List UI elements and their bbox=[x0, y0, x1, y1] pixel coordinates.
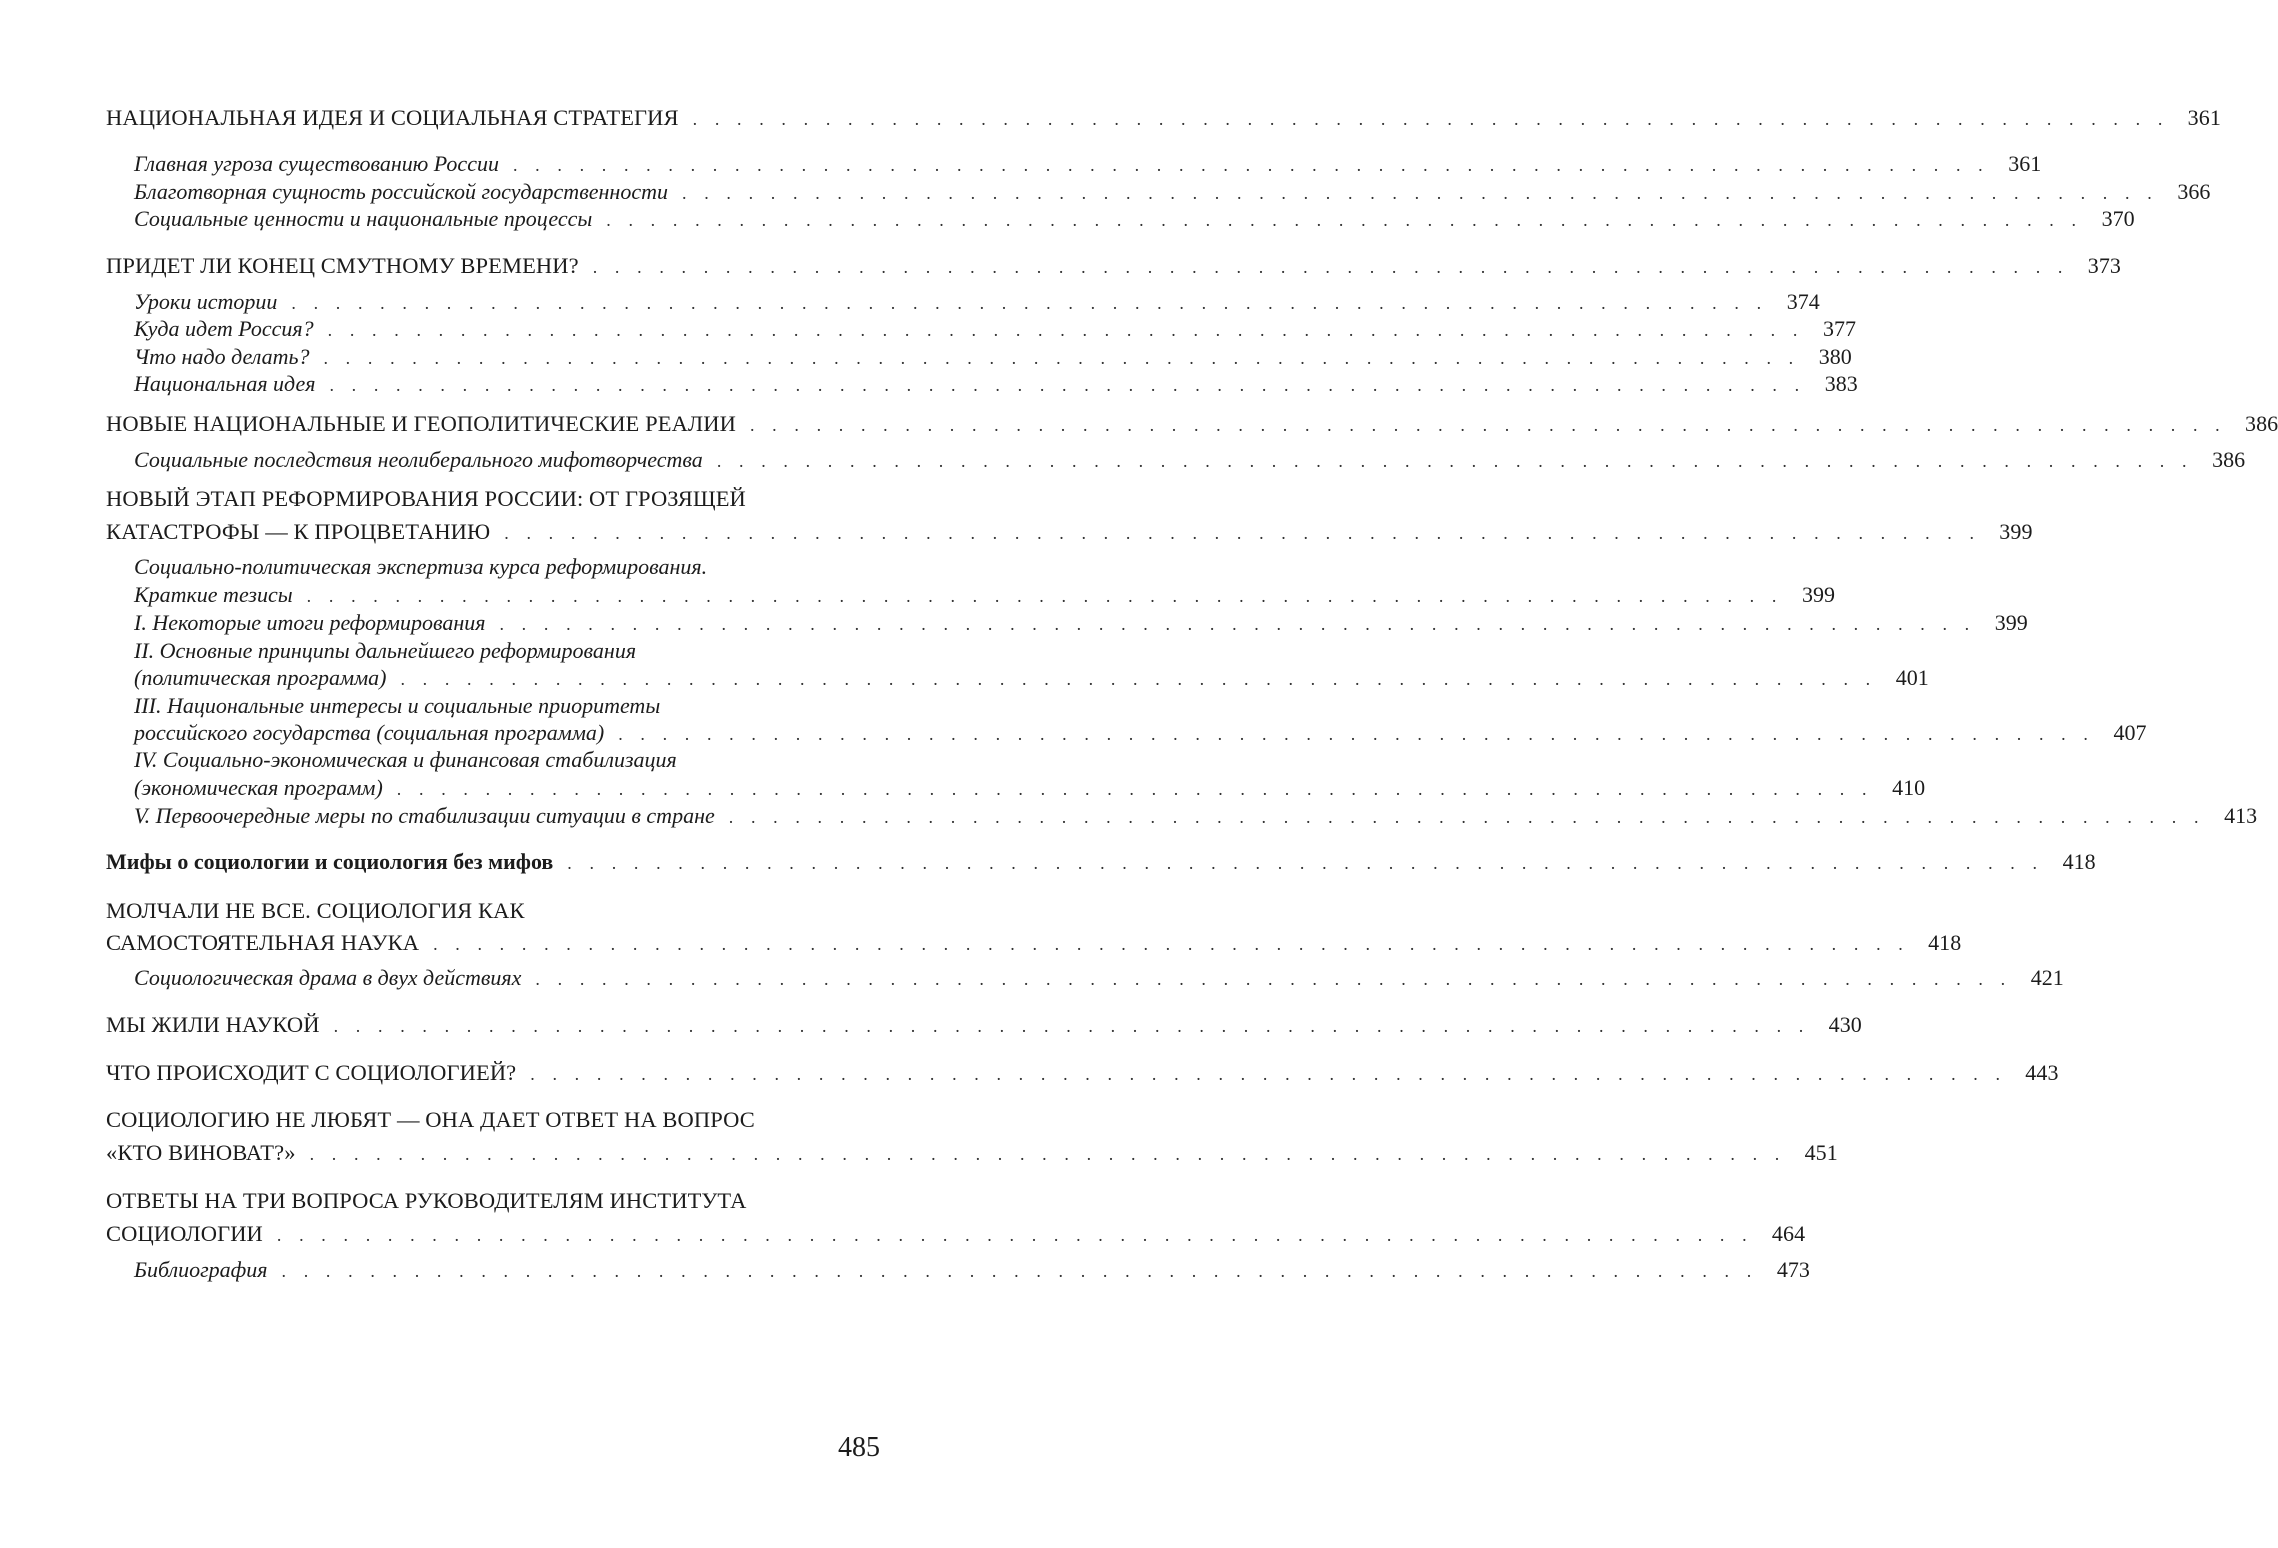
toc-entry[interactable] bbox=[106, 848, 2096, 876]
dot-leader: . . . . . . . . . . . . . . . . . . . . . . . . . . . . . . . . . . . . . . . . . . . . . . . . . . . . . . . . . . . . . . . . . . . bbox=[530, 1064, 2007, 1084]
toc-entry-title: ПРИДЕТ ЛИ КОНЕЦ СМУТНОМУ ВРЕМЕНИ? bbox=[106, 253, 579, 278]
toc-entry-title: Что надо делать? bbox=[134, 344, 310, 369]
dot-leader: . . . . . . . . . . . . . . . . . . . . . . . . . . . . . . . . . . . . . . . . . . . . . . . . . . . . . . . . . . . . . . . . . . . bbox=[276, 1225, 1754, 1245]
toc-entry-title: НОВЫЕ НАЦИОНАЛЬНЫЕ И ГЕОПОЛИТИЧЕСКИЕ РЕАЛИИ bbox=[106, 411, 736, 436]
toc-entry[interactable] bbox=[106, 1059, 2059, 1087]
dot-leader: . . . . . . . . . . . . . . . . . . . . . . . . . . . . . . . . . . . . . . . . . . . . . . . . . . . . . . . . . . . . . . . . . . . bbox=[309, 1144, 1786, 1164]
toc-entry-page: 430 bbox=[1828, 1012, 1862, 1037]
toc-entry-page: 399 bbox=[1801, 582, 1835, 607]
dot-leader: . . . . . . . . . . . . . . . . . . . . . . . . . . . . . . . . . . . . . . . . . . . . . . . . . . . . . . . . . . . . . . . . . . . bbox=[592, 257, 2070, 277]
toc-entry-title: II. Основные принципы дальнейшего реформирования bbox=[134, 638, 637, 663]
dot-leader: . . . . . . . . . . . . . . . . . . . . . . . . . . . . . . . . . . . . . . . . . . . . . . . . . . . . . . . . . . . . . . . . . . . bbox=[567, 853, 2044, 873]
toc-entry[interactable] bbox=[106, 1139, 1838, 1167]
toc-entry-page: 407 bbox=[2113, 720, 2147, 745]
dot-leader: . . . . . . . . . . . . . . . . . . . . . . . . . . . . . . . . . . . . . . . . . . . . . . . . . . . . . . . . . . . . . . . . . . . bbox=[606, 210, 2083, 230]
toc-entry[interactable] bbox=[106, 1011, 1862, 1039]
toc-entry-title: Социальные последствия неолиберального мифотворчества bbox=[134, 447, 703, 472]
toc-entry-page: 380 bbox=[1818, 344, 1852, 369]
toc-entry-title: «КТО ВИНОВАТ?» bbox=[106, 1140, 296, 1165]
toc-entry-page: 399 bbox=[1999, 519, 2033, 544]
toc-entry-page: 373 bbox=[2087, 253, 2122, 278]
toc-entry-title: IV. Социально-экономическая и финансовая стабилизация bbox=[134, 747, 677, 772]
toc-entry[interactable] bbox=[134, 746, 882, 774]
toc-entry[interactable] bbox=[134, 1256, 1810, 1284]
toc-entry-title: I. Некоторые итоги реформирования bbox=[134, 610, 486, 635]
toc-entry[interactable] bbox=[134, 315, 1856, 343]
toc-entry-title: (политическая программа) bbox=[134, 665, 387, 690]
toc-entry-title: Социально-политическая экспертиза курса реформирования. bbox=[134, 554, 708, 579]
toc-entry-title: III. Национальные интересы и социальные приоритеты bbox=[134, 693, 661, 718]
dot-leader: . . . . . . . . . . . . . . . . . . . . . . . . . . . . . . . . . . . . . . . . . . . . . . . . . . . . . . . . . . . . . . . . . . . bbox=[535, 969, 2012, 989]
toc-entry[interactable] bbox=[106, 897, 882, 925]
toc-entry-title: СОЦИОЛОГИЮ НЕ ЛЮБЯТ — ОНА ДАЕТ ОТВЕТ НА ВОПРОС bbox=[106, 1107, 755, 1132]
dot-leader: . . . . . . . . . . . . . . . . . . . . . . . . . . . . . . . . . . . . . . . . . . . . . . . . . . . . . . . . . . . . . . . . . . . bbox=[396, 779, 1874, 799]
toc-entry[interactable] bbox=[134, 343, 1852, 371]
toc-entry-title: Социологическая драма в двух действиях bbox=[134, 965, 522, 990]
page-number: 485 bbox=[838, 1432, 880, 1463]
toc-entry-title: МОЛЧАЛИ НЕ ВСЕ. СОЦИОЛОГИЯ КАК bbox=[106, 898, 525, 923]
dot-leader: . . . . . . . . . . . . . . . . . . . . . . . . . . . . . . . . . . . . . . . . . . . . . . . . . . . . . . . . . . . . . . . . . . . bbox=[749, 415, 2227, 435]
toc-entry-title: Главная угроза существованию России bbox=[134, 151, 499, 176]
toc-entry-page: 473 bbox=[1776, 1257, 1810, 1282]
toc-entry-title: МЫ ЖИЛИ НАУКОЙ bbox=[106, 1012, 320, 1037]
toc-entry[interactable] bbox=[106, 1187, 882, 1215]
toc-entry-page: 366 bbox=[2177, 179, 2211, 204]
toc-entry-title: Куда идет Россия? bbox=[134, 316, 314, 341]
toc-entry-page: 361 bbox=[2008, 151, 2042, 176]
toc-entry-title: Уроки истории bbox=[134, 289, 278, 314]
toc-entry-page: 418 bbox=[2062, 849, 2096, 874]
toc-entry[interactable] bbox=[106, 485, 882, 513]
toc-entry-page: 443 bbox=[2025, 1060, 2059, 1085]
toc-entry-title: ЧТО ПРОИСХОДИТ С СОЦИОЛОГИЕЙ? bbox=[106, 1060, 517, 1085]
toc-entry[interactable] bbox=[106, 104, 2221, 132]
toc-entry-page: 421 bbox=[2030, 965, 2064, 990]
toc-entry[interactable] bbox=[134, 802, 2258, 830]
toc-entry[interactable] bbox=[134, 581, 1835, 609]
toc-entry[interactable] bbox=[134, 637, 882, 665]
toc-entry[interactable] bbox=[134, 205, 2135, 233]
toc-entry[interactable] bbox=[106, 1106, 882, 1134]
dot-leader: . . . . . . . . . . . . . . . . . . . . . . . . . . . . . . . . . . . . . . . . . . . . . . . . . . . . . . . . . . . . . . . . . . . bbox=[728, 807, 2206, 827]
toc-entry[interactable] bbox=[134, 719, 2147, 747]
toc-entry[interactable] bbox=[134, 964, 2064, 992]
toc-entry-title: НАЦИОНАЛЬНАЯ ИДЕЯ И СОЦИАЛЬНАЯ СТРАТЕГИЯ bbox=[106, 105, 679, 130]
dot-leader: . . . . . . . . . . . . . . . . . . . . . . . . . . . . . . . . . . . . . . . . . . . . . . . . . . . . . . . . . . . . . . . . . . . bbox=[692, 109, 2169, 129]
dot-leader: . . . . . . . . . . . . . . . . . . . . . . . . . . . . . . . . . . . . . . . . . . . . . . . . . . . . . . . . . . . . . . . . . . . bbox=[512, 155, 1990, 175]
toc-entry[interactable] bbox=[134, 370, 1858, 398]
toc-entry-page: 399 bbox=[1994, 610, 2028, 635]
toc-entry-title: Краткие тезисы bbox=[134, 582, 293, 607]
toc-entry-page: 410 bbox=[1892, 775, 1926, 800]
toc-entry[interactable] bbox=[134, 774, 1926, 802]
dot-leader: . . . . . . . . . . . . . . . . . . . . . . . . . . . . . . . . . . . . . . . . . . . . . . . . . . . . . . . . . . . . . . . . . . . bbox=[504, 523, 1981, 543]
dot-leader: . . . . . . . . . . . . . . . . . . . . . . . . . . . . . . . . . . . . . . . . . . . . . . . . . . . . . . . . . . . . . . . . . . . bbox=[306, 586, 1783, 606]
dot-leader: . . . . . . . . . . . . . . . . . . . . . . . . . . . . . . . . . . . . . . . . . . . . . . . . . . . . . . . . . . . . . . . . . . . bbox=[333, 1016, 1810, 1036]
toc-entry[interactable] bbox=[134, 288, 1820, 316]
dot-leader: . . . . . . . . . . . . . . . . . . . . . . . . . . . . . . . . . . . . . . . . . . . . . . . . . . . . . . . . . . . . . . . . . . . bbox=[499, 614, 1976, 634]
dot-leader: . . . . . . . . . . . . . . . . . . . . . . . . . . . . . . . . . . . . . . . . . . . . . . . . . . . . . . . . . . . . . . . . . . . bbox=[433, 934, 1910, 954]
toc-entry-page: 386 bbox=[2244, 411, 2278, 436]
dot-leader: . . . . . . . . . . . . . . . . . . . . . . . . . . . . . . . . . . . . . . . . . . . . . . . . . . . . . . . . . . . . . . . . . . . bbox=[400, 669, 1877, 689]
dot-leader: . . . . . . . . . . . . . . . . . . . . . . . . . . . . . . . . . . . . . . . . . . . . . . . . . . . . . . . . . . . . . . . . . . . bbox=[281, 1261, 1758, 1281]
toc-entry-title: Библиография bbox=[134, 1257, 268, 1282]
toc-entry-title: КАТАСТРОФЫ — К ПРОЦВЕТАНИЮ bbox=[106, 519, 491, 544]
toc-entry[interactable] bbox=[106, 1220, 1806, 1248]
toc-entry[interactable] bbox=[106, 252, 2122, 280]
toc-entry[interactable] bbox=[134, 664, 1929, 692]
toc-entry-page: 383 bbox=[1824, 371, 1858, 396]
toc-entry[interactable] bbox=[106, 929, 1962, 957]
toc-entry[interactable] bbox=[106, 518, 2033, 546]
toc-entry-title: НОВЫЙ ЭТАП РЕФОРМИРОВАНИЯ РОССИИ: ОТ ГРОЗЯЩЕЙ bbox=[106, 486, 746, 511]
dot-leader: . . . . . . . . . . . . . . . . . . . . . . . . . . . . . . . . . . . . . . . . . . . . . . . . . . . . . . . . . . . . . . . . . . . bbox=[327, 320, 1804, 340]
dot-leader: . . . . . . . . . . . . . . . . . . . . . . . . . . . . . . . . . . . . . . . . . . . . . . . . . . . . . . . . . . . . . . . . . . . bbox=[291, 293, 1768, 313]
dot-leader: . . . . . . . . . . . . . . . . . . . . . . . . . . . . . . . . . . . . . . . . . . . . . . . . . . . . . . . . . . . . . . . . . . . bbox=[618, 724, 2095, 744]
toc-entry-title: СОЦИОЛОГИИ bbox=[106, 1221, 263, 1246]
toc-entry-title: САМОСТОЯТЕЛЬНАЯ НАУКА bbox=[106, 930, 420, 955]
dot-leader: . . . . . . . . . . . . . . . . . . . . . . . . . . . . . . . . . . . . . . . . . . . . . . . . . . . . . . . . . . . . . . . . . . . bbox=[323, 348, 1800, 368]
toc-entry-title: российского государства (социальная программа) bbox=[134, 720, 605, 745]
toc-entry-title: ОТВЕТЫ НА ТРИ ВОПРОСА РУКОВОДИТЕЛЯМ ИНСТИТУТА bbox=[106, 1188, 747, 1213]
toc-entry-title: Национальная идея bbox=[134, 371, 316, 396]
toc-entry-page: 377 bbox=[1822, 316, 1856, 341]
toc-entry-title: Социальные ценности и национальные процессы bbox=[134, 206, 593, 231]
toc-entry-title: Мифы о социологии и социология без мифов bbox=[106, 849, 554, 874]
toc-entry[interactable] bbox=[134, 692, 882, 720]
toc-entry-page: 386 bbox=[2212, 447, 2246, 472]
toc-entry-page: 451 bbox=[1804, 1140, 1838, 1165]
toc-entry[interactable] bbox=[134, 446, 2246, 474]
toc-entry[interactable] bbox=[134, 178, 2211, 206]
toc-entry[interactable] bbox=[134, 553, 882, 581]
toc-entry-title: (экономическая программ) bbox=[134, 775, 383, 800]
dot-leader: . . . . . . . . . . . . . . . . . . . . . . . . . . . . . . . . . . . . . . . . . . . . . . . . . . . . . . . . . . . . . . . . . . . bbox=[682, 183, 2159, 203]
toc-entry-page: 361 bbox=[2187, 105, 2221, 130]
toc-entry[interactable] bbox=[134, 609, 2028, 637]
dot-leader: . . . . . . . . . . . . . . . . . . . . . . . . . . . . . . . . . . . . . . . . . . . . . . . . . . . . . . . . . . . . . . . . . . . bbox=[716, 451, 2194, 471]
toc-entry-page: 464 bbox=[1771, 1221, 1806, 1246]
toc-entry-page: 418 bbox=[1928, 930, 1962, 955]
toc-entry-page: 370 bbox=[2101, 206, 2135, 231]
dot-leader: . . . . . . . . . . . . . . . . . . . . . . . . . . . . . . . . . . . . . . . . . . . . . . . . . . . . . . . . . . . . . . . . . . . bbox=[329, 375, 1806, 395]
toc-entry[interactable] bbox=[106, 410, 2278, 438]
toc-entry-page: 401 bbox=[1895, 665, 1929, 690]
toc-entry-title: V. Первоочередные меры по стабилизации ситуации в стране bbox=[134, 803, 715, 828]
toc-entry-page: 374 bbox=[1786, 289, 1820, 314]
toc-entry-title: Благотворная сущность российской государственности bbox=[134, 179, 668, 204]
toc-entry-page: 413 bbox=[2224, 803, 2258, 828]
toc-entry[interactable] bbox=[134, 150, 2042, 178]
